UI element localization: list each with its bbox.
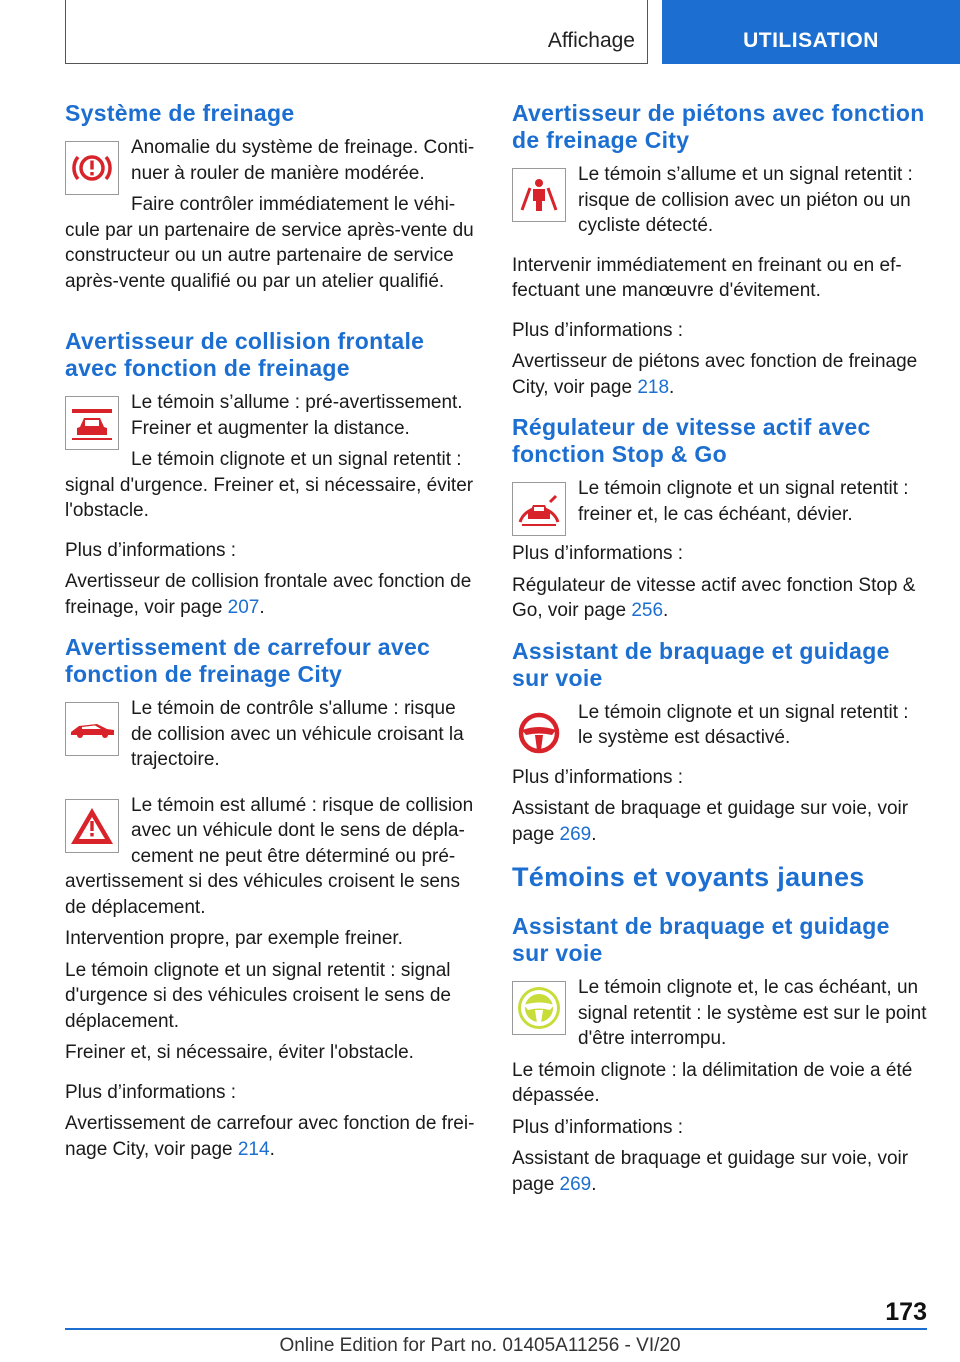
paragraph: Le témoin s’allume et un signal retentit : risque de collision avec un piéton ou un cycliste détecté. [578,164,913,236]
paragraph: Le témoin clignote et, le cas échéant, un signal retentit : le système est sur le point d'être interrompu. [578,977,927,1049]
header-box [65,0,648,64]
more-info-label: Plus d’informations : [512,766,684,788]
cruise-control-icon [512,482,566,536]
more-info-label: Plus d’informations : [65,539,237,561]
page-link[interactable]: 269 [559,1173,592,1195]
page-link[interactable]: 214 [237,1138,270,1160]
footer-divider [65,1328,927,1330]
more-info-label: Plus d’informations : [512,543,684,564]
right-column [512,100,927,1203]
header-section-title: Affichage [547,29,635,52]
header-chapter-tab [662,0,960,64]
page-link[interactable]: 256 [631,600,664,621]
paragraph: Le témoin clignote et un signal retentit : le système est désactivé. [578,701,909,748]
brake-warning-icon [65,141,119,195]
header-chapter-title: UTILISATION [743,29,879,52]
page-link[interactable]: 218 [637,376,670,398]
paragraph: Le témoin est allumé : risque de collision avec un véhicule dont le sens de dépla‐cement ne peut être déterminé ou pré-avertissement si des véhicules croisent le sens de déplacement. [65,794,474,918]
steering-wheel-yellow-icon [512,981,566,1035]
crossing-car-icon [65,702,119,756]
paragraph: Anomalie du système de freinage. Conti‐nuer à rouler de manière modérée. [131,137,475,184]
paragraph: Le témoin clignote : la délimitation de voie a été dépassée. [512,1059,913,1106]
page-reference: Avertisseur de collision frontale avec fonction de freinage, voir page 207. [65,571,472,618]
paragraph: Le témoin s’allume : pré-avertissement. Freiner et augmenter la distance. [131,392,463,439]
section-title: Assistant de braquage et guidage sur voie [512,913,890,966]
paragraph: Freiner et, si nécessaire, éviter l'obstacle. [65,1042,414,1063]
page-reference: Régulateur de vitesse actif avec fonction Stop & Go, voir page 256. [512,574,916,621]
paragraph: Le témoin clignote et un signal retentit : signal d'urgence. Freiner et, si nécessaire, éviter l'obstacle. [65,449,474,521]
section-title: Système de freinage [65,100,295,126]
page-link[interactable]: 269 [559,823,592,845]
section-title: Avertisseur de collision frontale avec fonction de freinage [65,328,425,381]
paragraph: Intervention propre, par exemple freiner. [65,928,403,949]
paragraph: Le témoin clignote et un signal retentit : freiner et, le cas échéant, dévier. [578,478,909,525]
page-number: 173 [885,1298,927,1326]
more-info-label: Plus d’informations : [65,1081,237,1103]
paragraph: Faire contrôler immédiatement le véhi‐cule par un partenaire de service après-vente du constructeur ou un autre partenaire de service après-vente qualifié ou par un atelier qualifié. [65,194,474,292]
pedestrian-warning-icon [512,168,566,222]
page-reference: Assistant de braquage et guidage sur voie, voir page 269. [512,798,909,845]
section-title: Avertissement de carrefour avec fonction de freinage City [65,634,431,687]
more-info-label: Plus d’informations : [512,1116,684,1138]
section-title: Assistant de braquage et guidage sur voie [512,637,890,691]
footer-edition: Online Edition for Part no. 01405A11256 - VI/20 [279,1335,681,1356]
more-info-label: Plus d’informations : [512,319,684,341]
section-title: Régulateur de vitesse actif avec fonction Stop & Go [512,414,871,467]
steering-wheel-red-icon [512,706,566,760]
chapter-heading: Témoins et voyants jaunes [512,862,865,892]
front-collision-icon [65,396,119,450]
paragraph: Intervenir immédiatement en freinant ou en ef‐fectuant une manœuvre d'évitement. [512,254,902,301]
page-reference: Avertisseur de piétons avec fonction de freinage City, voir page 218. [512,351,918,398]
warning-triangle-icon [65,799,119,853]
page-reference: Avertissement de carrefour avec fonction de frei‐nage City, voir page 214. [65,1113,475,1160]
paragraph: Le témoin de contrôle s'allume : risque de collision avec un véhicule croisant la trajectoire. [131,698,464,770]
page-link[interactable]: 207 [227,596,260,618]
left-column [65,100,477,1168]
section-title: Avertisseur de piétons avec fonction de freinage City [512,100,925,153]
page-reference: Assistant de braquage et guidage sur voie, voir page 269. [512,1148,909,1195]
paragraph: Le témoin clignote et un signal retentit : signal d'urgence si des véhicules croisent le sens de déplacement. [65,959,451,1032]
